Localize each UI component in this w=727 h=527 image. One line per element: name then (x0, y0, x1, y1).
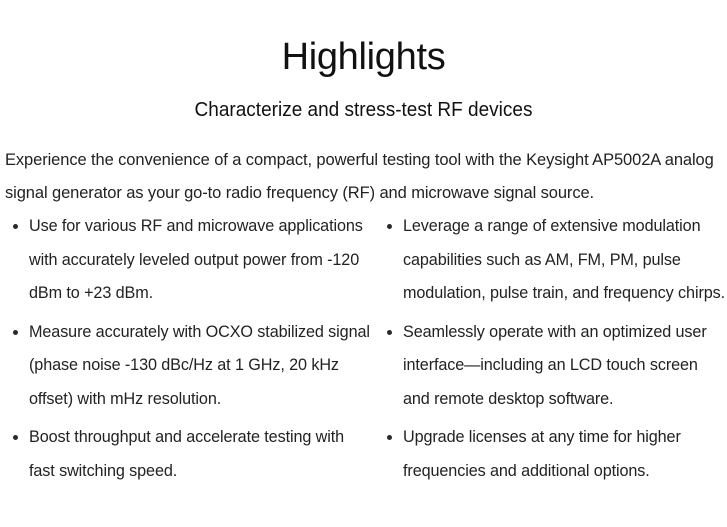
bullet-dot-icon (13, 330, 18, 335)
bullet-item (387, 316, 727, 417)
bullet-dot-icon (387, 224, 392, 229)
page-title: Highlights (281, 36, 446, 79)
left-bullet-list (13, 210, 373, 493)
bullet-dot-icon (13, 224, 18, 229)
bullet-text: Use for various RF and microwave applications with accurately leveled output power from -120 dBm to +23 dBm. (29, 217, 363, 302)
bullet-item (13, 316, 373, 417)
right-bullet-list (387, 210, 727, 493)
bullet-item (13, 210, 373, 311)
bullet-item (387, 421, 727, 488)
bullet-text: Boost throughput and accelerate testing with fast switching speed. (29, 428, 345, 480)
section-subtitle: Characterize and stress-test RF devices (194, 99, 533, 122)
intro-paragraph: Experience the convenience of a compact, powerful testing tool with the Keysight AP5002A analog signal generator as your go-to radio frequency (RF) and microwave signal source. (5, 150, 714, 202)
bullet-item (13, 421, 373, 488)
bullet-text: Seamlessly operate with an optimized user interface—including an LCD touch screen and remote desktop software. (403, 322, 707, 408)
bullet-text: Measure accurately with OCXO stabilized signal (phase noise -130 dBc/Hz at 1 GHz, 20 kHz offset) with mHz resolution. (29, 322, 370, 408)
bullet-text: Leverage a range of extensive modulation capabilities such as AM, FM, PM, pulse modulation, pulse train, and frequency chirps. (403, 217, 726, 302)
bullet-dot-icon (13, 435, 18, 440)
bullet-dot-icon (387, 435, 392, 440)
bullet-dot-icon (387, 330, 392, 335)
bullet-item (387, 210, 727, 311)
bullet-text: Upgrade licenses at any time for higher frequencies and additional options. (403, 428, 681, 480)
